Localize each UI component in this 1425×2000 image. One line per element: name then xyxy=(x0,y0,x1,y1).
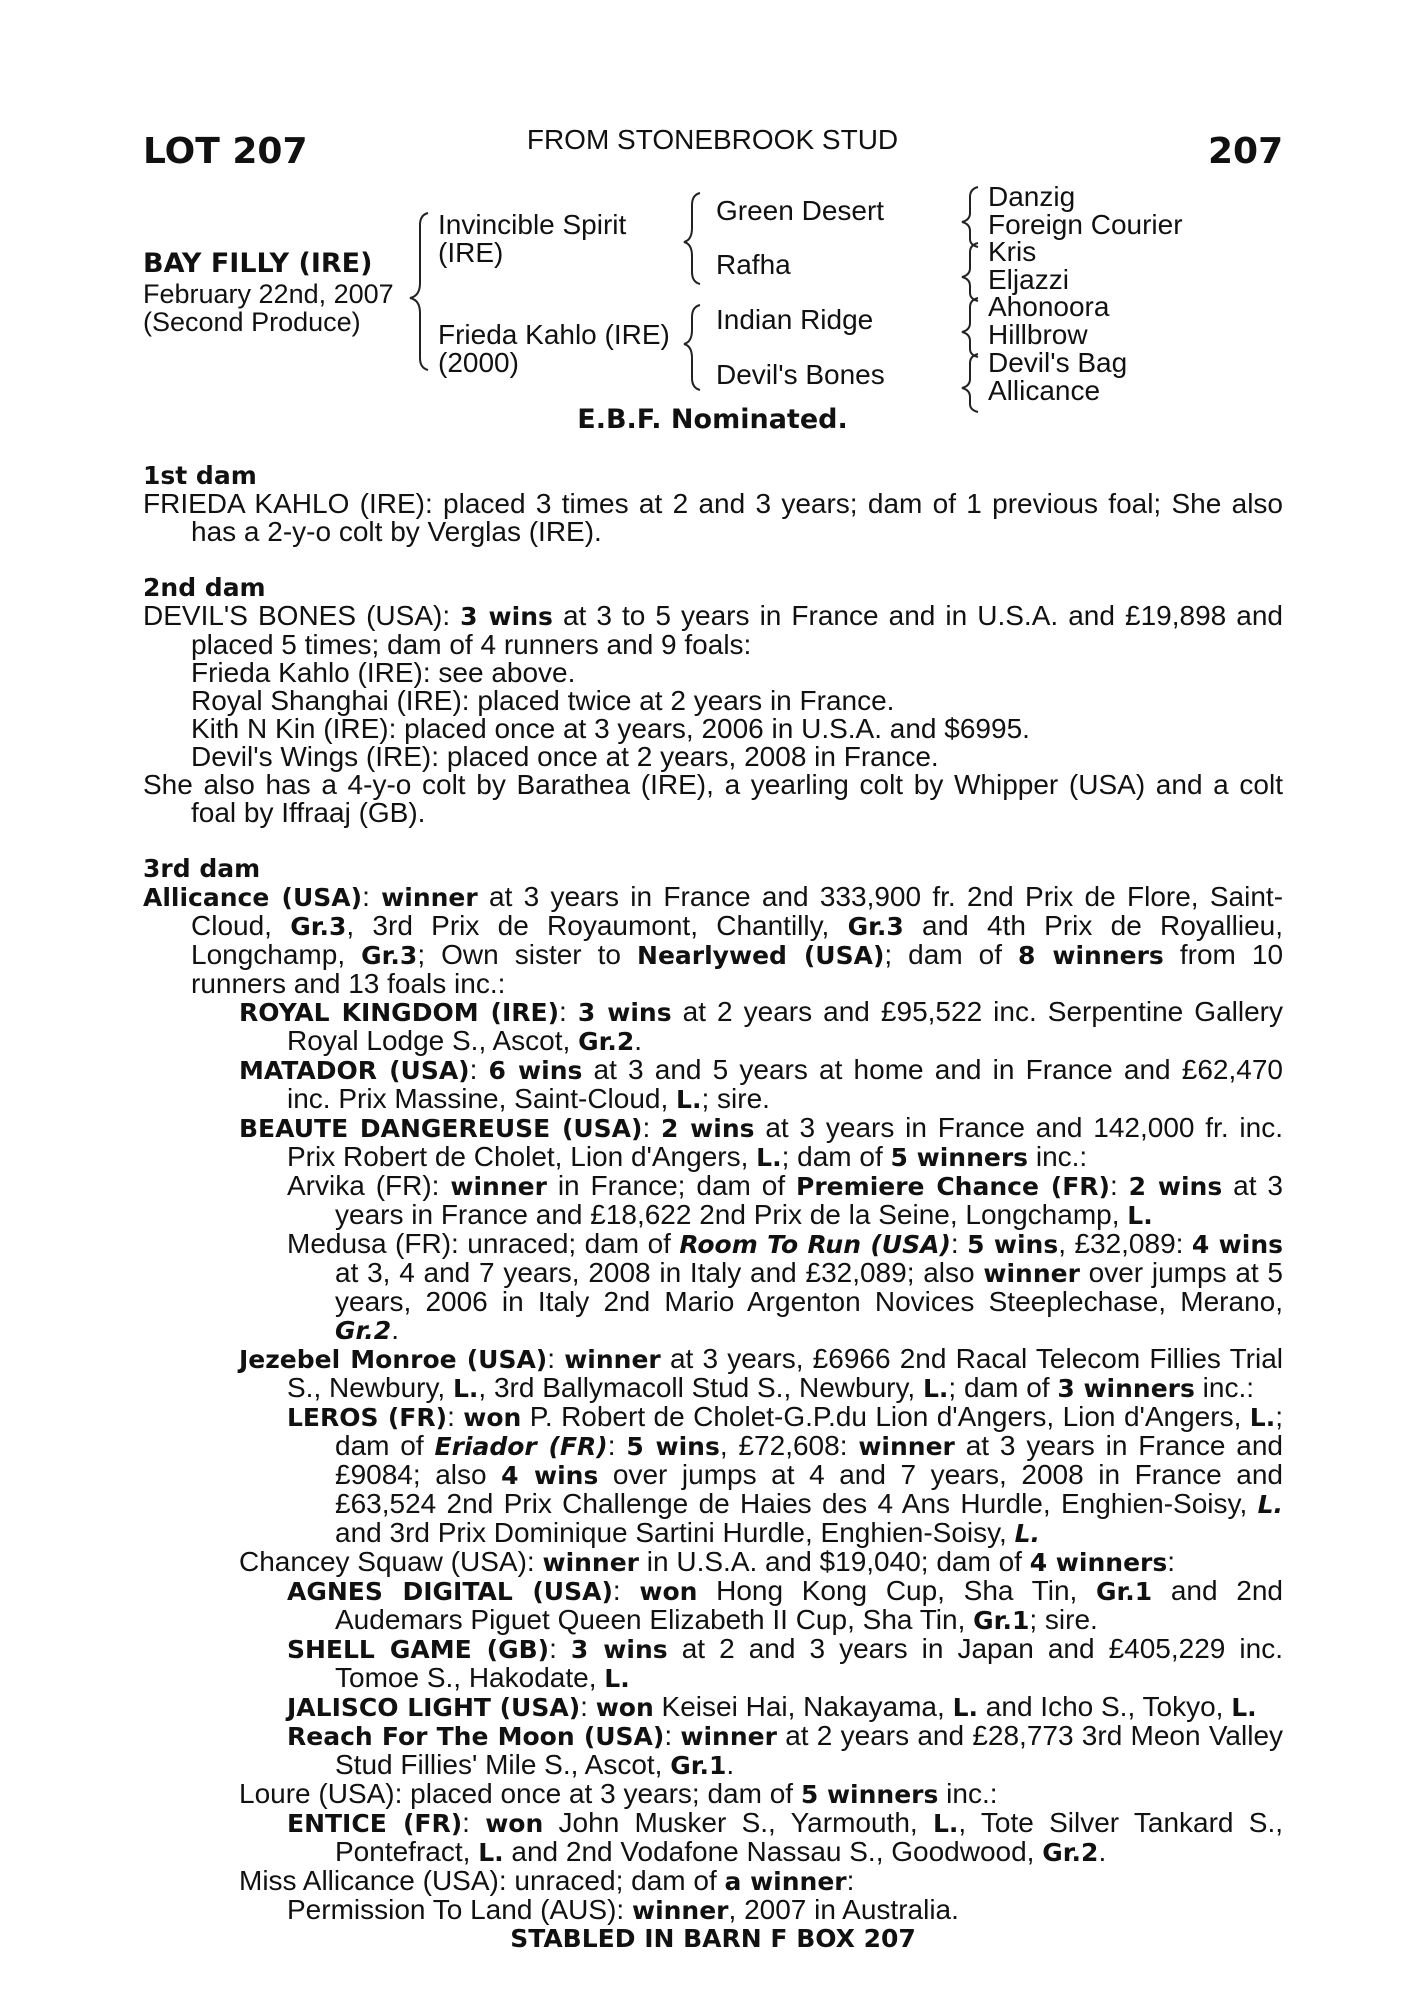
sire-name: Invincible Spirit xyxy=(438,209,627,240)
first-dam-entry: FRIEDA KAHLO (IRE): placed 3 times at 2 and 3 years; dam of 1 previous foal; She also has a 2-y-o colt by Verglas (IRE). xyxy=(143,488,1283,547)
progeny-entry: Chancey Squaw (USA): winner in U.S.A. and $19,040; dam of 4 winners: xyxy=(239,1546,1176,1577)
ped-ssd: Foreign Courier xyxy=(988,209,1183,240)
progeny-entry: MATADOR (USA): 6 wins at 3 and 5 years at home and in France and £62,470 inc. Prix Massine, Saint-Cloud, L.; sire. xyxy=(239,1054,1283,1114)
ped-dsd: Hillbrow xyxy=(988,319,1088,350)
progeny-entry: Miss Allicance (USA): unraced; dam of a winner: xyxy=(239,1865,855,1896)
third-dam-heading: 3rd dam xyxy=(143,854,261,883)
third-dam-entry: Allicance (USA): winner at 3 years in France and 333,900 fr. 2nd Prix de Flore, Saint-Cloud, Gr.3, 3rd Prix de Royaumont, Chantilly, Gr.3 and 4th Prix de Royallieu, Longchamp, Gr.3; Own sister to Nearlywed (USA); dam of 8 winners from 10 runners and 13 foals inc.: xyxy=(143,881,1284,999)
progeny-entry: ROYAL KINGDOM (IRE): 3 wins at 2 years and £95,522 inc. Serpentine Gallery Royal Lodge S., Ascot, Gr.2. xyxy=(239,996,1283,1056)
ped-sds: Kris xyxy=(988,236,1037,267)
sire-country: (IRE) xyxy=(438,237,504,268)
horse-name: BAY FILLY (IRE) xyxy=(143,248,373,279)
progeny-entry: Medusa (FR): unraced; dam of Room To Run (USA): 5 wins, £32,089: 4 wins at 3, 4 and 7 years, 2008 in Italy and £32,089; also winner over jumps at 5 years, 2006 in Italy 2nd Mario Argenton Novices Steeplechase, Merano, Gr.2. xyxy=(287,1228,1283,1345)
foaling-date: February 22nd, 2007 xyxy=(143,279,394,309)
first-dam-heading: 1st dam xyxy=(143,461,257,490)
progeny-entry: BEAUTE DANGEREUSE (USA): 2 wins at 3 years in France and 142,000 fr. inc. Prix Robert de Cholet, Lion d'Angers, L.; dam of 5 winners inc.: xyxy=(239,1112,1283,1172)
catalogue-body xyxy=(143,462,1283,1953)
progeny-entry: Reach For The Moon (USA): winner at 2 years and £28,773 3rd Meon Valley Stud Fillies' Mile S., Ascot, Gr.1. xyxy=(287,1720,1284,1780)
ped-sdd: Eljazzi xyxy=(988,264,1069,295)
sire-dam: Rafha xyxy=(716,249,791,280)
progeny-entry: SHELL GAME (GB): 3 wins at 2 and 3 years in Japan and £405,229 inc. Tomoe S., Hakodate, L. xyxy=(287,1633,1283,1693)
dam-sire: Indian Ridge xyxy=(716,304,874,335)
progeny-entry: Jezebel Monroe (USA): winner at 3 years, £6966 2nd Racal Telecom Fillies Trial S., Newbury, L., 3rd Ballymacoll Stud S., Newbury, L.; dam of 3 winners inc.: xyxy=(239,1343,1283,1403)
progeny-entry: Kith N Kin (IRE): placed once at 3 years, 2006 in U.S.A. and $6995. xyxy=(191,713,1030,744)
ped-dds: Devil's Bag xyxy=(988,347,1128,378)
progeny-entry: Loure (USA): placed once at 3 years; dam of 5 winners inc.: xyxy=(239,1778,998,1809)
progeny-entry: Royal Shanghai (IRE): placed twice at 2 years in France. xyxy=(191,685,895,716)
second-dam-entry: DEVIL'S BONES (USA): 3 wins at 3 to 5 years in France and in U.S.A. and £19,898 and placed 5 times; dam of 4 runners and 9 foals: xyxy=(143,600,1283,660)
progeny-entry: Arvika (FR): winner in France; dam of Premiere Chance (FR): 2 wins at 3 years in France and £18,622 2nd Prix de la Seine, Longchamp, L. xyxy=(287,1170,1283,1230)
pedigree-brackets xyxy=(0,0,1425,440)
ebf-nomination: E.B.F. Nominated. xyxy=(577,404,848,435)
dam-year: (2000) xyxy=(438,347,519,378)
second-dam-note: She also has a 4-y-o colt by Barathea (IRE), a yearling colt by Whipper (USA) and a colt foal by Iffraaj (GB). xyxy=(143,769,1283,828)
progeny-entry: Devil's Wings (IRE): placed once at 2 years, 2008 in France. xyxy=(191,741,939,772)
progeny-entry: Permission To Land (AUS): winner, 2007 in Australia. xyxy=(287,1894,959,1925)
progeny-entry: JALISCO LIGHT (USA): won Keisei Hai, Nakayama, L. and Icho S., Tokyo, L. xyxy=(287,1691,1257,1722)
progeny-entry: AGNES DIGITAL (USA): won Hong Kong Cup, Sha Tin, Gr.1 and 2nd Audemars Piguet Queen Elizabeth II Cup, Sha Tin, Gr.1; sire. xyxy=(287,1575,1283,1635)
lot-number: 207 xyxy=(1208,131,1284,172)
ped-sss: Danzig xyxy=(988,181,1076,212)
progeny-entry: ENTICE (FR): won John Musker S., Yarmouth, L., Tote Silver Tankard S., Pontefract, L. and 2nd Vodafone Nassau S., Goodwood, Gr.2. xyxy=(287,1807,1284,1867)
produce-note: (Second Produce) xyxy=(143,307,361,337)
dam-name: Frieda Kahlo (IRE) xyxy=(438,319,670,350)
lot-label: LOT 207 xyxy=(143,131,308,172)
progeny-entry: Frieda Kahlo (IRE): see above. xyxy=(191,657,576,688)
consignor: FROM STONEBROOK STUD xyxy=(526,124,899,155)
dam-dam: Devil's Bones xyxy=(716,359,885,390)
sire-sire: Green Desert xyxy=(716,195,885,226)
stabling-note: STABLED IN BARN F BOX 207 xyxy=(510,1924,916,1953)
second-dam-heading: 2nd dam xyxy=(143,573,266,602)
progeny-entry: LEROS (FR): won P. Robert de Cholet-G.P.du Lion d'Angers, Lion d'Angers, L.; dam of Eriador (FR): 5 wins, £72,608: winner at 3 years in France and £9084; also 4 wins over jumps at 4 and 7 years, 2008 in France and £63,524 2nd Prix Challenge de Haies des 4 Ans Hurdle, Enghien-Soisy, L. and 3rd Prix Dominique Sartini Hurdle, Enghien-Soisy, L. xyxy=(287,1401,1284,1548)
ped-ddd: Allicance xyxy=(988,375,1101,406)
ped-dss: Ahonoora xyxy=(988,291,1110,322)
